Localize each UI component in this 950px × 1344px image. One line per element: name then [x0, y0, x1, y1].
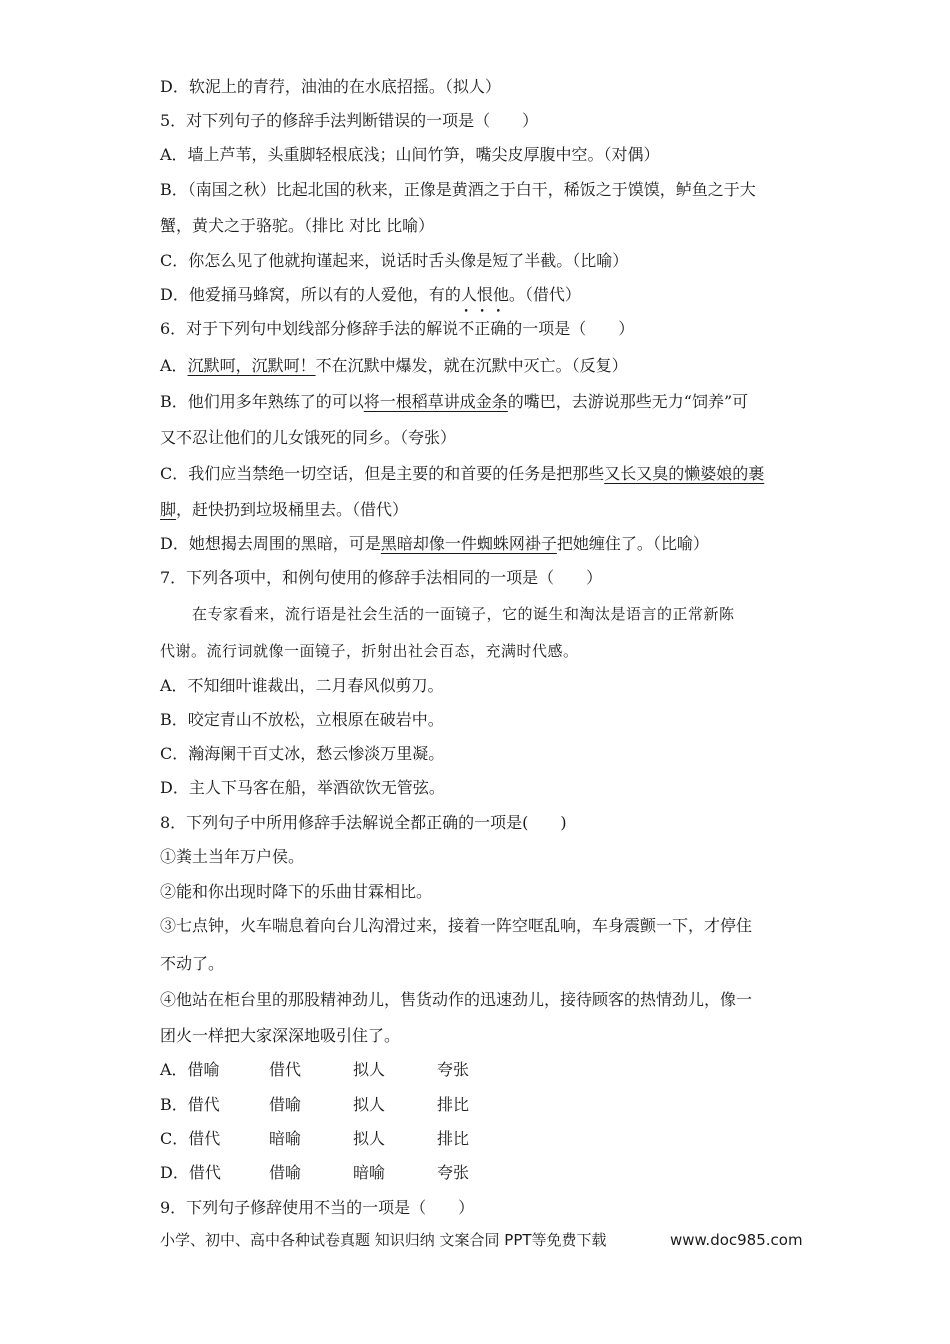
option-label: A．借喻 [160, 1060, 220, 1079]
page-footer [160, 1230, 803, 1250]
option-term: 拟人 [353, 1060, 386, 1079]
option-term: 借喻 [269, 1095, 302, 1114]
underlined-phrase: 黑暗却像一件蜘蛛网褂子 [380, 534, 557, 553]
q8-sentence-2: ②能和你出现时降下的乐曲甘霖相比。 [160, 882, 433, 901]
q7-stem: 7．下列各项中，和例句使用的修辞手法相同的一项是（ ） [160, 568, 603, 587]
option-term: 拟人 [353, 1095, 386, 1114]
q6-option-a [160, 356, 628, 376]
emphasis-dot-char: 正 [474, 319, 491, 338]
q6-stem [160, 319, 634, 339]
q7-option-d: D．主人下马客在船，举酒欲饮无管弦。 [160, 778, 445, 797]
option-letter: A． [160, 356, 188, 375]
q7-option-c: C．瀚海阑干百丈冰，愁云惨淡万里凝。 [160, 744, 445, 763]
q8-sentence-1: ①粪土当年万户侯。 [160, 847, 305, 866]
footer-text: 小学、初中、高中各种试卷真题 知识归纳 文案合同 PPT等免费下载 [160, 1231, 607, 1249]
q6-stem-suffix: 的一项是（ ） [506, 319, 635, 338]
q4-option-d: D．软泥上的青荇，油油的在水底招摇。（拟人） [160, 77, 501, 96]
option-text: D．她想揭去周围的黑暗，可是 [160, 534, 381, 553]
q5-stem: 5．对下列句子的修辞手法判断错误的一项是（ ） [160, 111, 539, 130]
option-term: 暗喻 [353, 1163, 386, 1182]
option-term: 借喻 [269, 1163, 302, 1182]
q6-stem-prefix: 6．对于下列句中划线部分修辞手法的解说 [160, 319, 459, 338]
underlined-phrase: 沉默呵，沉默呵！ [187, 356, 316, 375]
q5-option-b-line1: B．（南国之秋）比起北国的秋来，正像是黄酒之于白干，稀饭之于馍馍，鲈鱼之于大 [160, 180, 756, 199]
q7-option-a: A．不知细叶谁裁出，二月春风似剪刀。 [160, 676, 444, 695]
q6-option-b-line2: 又不忍让他们的儿女饿死的同乡。（夸张） [160, 428, 457, 447]
q6-option-d [160, 534, 709, 554]
q8-sentence-4-line1: ④他站在柜台里的那股精神劲儿，售货动作的迅速劲儿，接待顾客的热情劲儿，像一 [160, 990, 753, 1009]
underlined-phrase: 又长又臭的懒婆娘的裹 [604, 464, 765, 483]
q8-stem: 8．下列句子中所用修辞手法解说全都正确的一项是( ) [160, 813, 567, 832]
option-label: B．借代 [160, 1095, 220, 1114]
option-text: B．他们用多年熟练了的可以 [160, 392, 364, 411]
q6-option-b-line1 [160, 392, 748, 412]
q5-option-c: C．你怎么见了他就拘谨起来，说话时舌头像是短了半截。（比喻） [160, 251, 629, 270]
q8-sentence-3-line2: 不动了。 [160, 954, 225, 973]
option-term: 排比 [437, 1095, 470, 1114]
underlined-phrase: 将一根稻草讲成金条 [363, 392, 508, 411]
q5-option-a: A．墙上芦苇，头重脚轻根底浅；山间竹笋，嘴尖皮厚腹中空。（对偶） [160, 145, 660, 164]
option-label: C．借代 [160, 1129, 221, 1148]
emphasis-dot-char: 确 [490, 319, 507, 338]
option-rest: 不在沉默中爆发，就在沉默中灭亡。（反复） [315, 356, 628, 375]
option-term: 暗喻 [269, 1129, 302, 1148]
q5-option-d: D．他爱捅马蜂窝，所以有的人爱他，有的人恨他。（借代） [160, 285, 581, 304]
option-rest: 把她缠住了。（比喻） [556, 534, 709, 553]
option-term: 借代 [269, 1060, 302, 1079]
emphasis-dot-char: 不 [458, 319, 475, 338]
underlined-phrase: 脚 [160, 500, 177, 519]
option-term: 拟人 [353, 1129, 386, 1148]
q7-example-line1: 在专家看来，流行语是社会生活的一面镜子，它的诞生和淘汰是语言的正常新陈 [192, 605, 735, 623]
option-rest: ，赶快扔到垃圾桶里去。（借代） [176, 500, 409, 519]
q7-option-b: B．咬定青山不放松，立根原在破岩中。 [160, 710, 444, 729]
q9-stem: 9．下列句子修辞使用不当的一项是（ ） [160, 1198, 475, 1217]
option-rest: 的嘴巴，去游说那些无力“饲养”可 [507, 392, 749, 411]
q6-option-c-line1 [160, 464, 764, 484]
option-term: 排比 [437, 1129, 470, 1148]
q7-example-line2: 代谢。流行词就像一面镜子，折射出社会百态，充满时代感。 [160, 642, 579, 660]
q5-option-b-line2: 蟹，黄犬之于骆驼。（排比 对比 比喻） [160, 216, 435, 235]
option-term: 夸张 [437, 1060, 470, 1079]
option-label: D．借代 [160, 1163, 221, 1182]
q8-sentence-4-line2: 团火一样把大家深深地吸引住了。 [160, 1026, 401, 1045]
option-term: 夸张 [437, 1163, 470, 1182]
option-text: C．我们应当禁绝一切空话，但是主要的和首要的任务是把那些 [160, 464, 605, 483]
footer-url[interactable]: www.doc985.com [670, 1231, 803, 1249]
q8-sentence-3-line1: ③七点钟，火车喘息着向台儿沟滑过来，接着一阵空哐乱响，车身震颤一下，才停住 [160, 916, 753, 935]
q6-option-c-line2 [160, 500, 408, 520]
